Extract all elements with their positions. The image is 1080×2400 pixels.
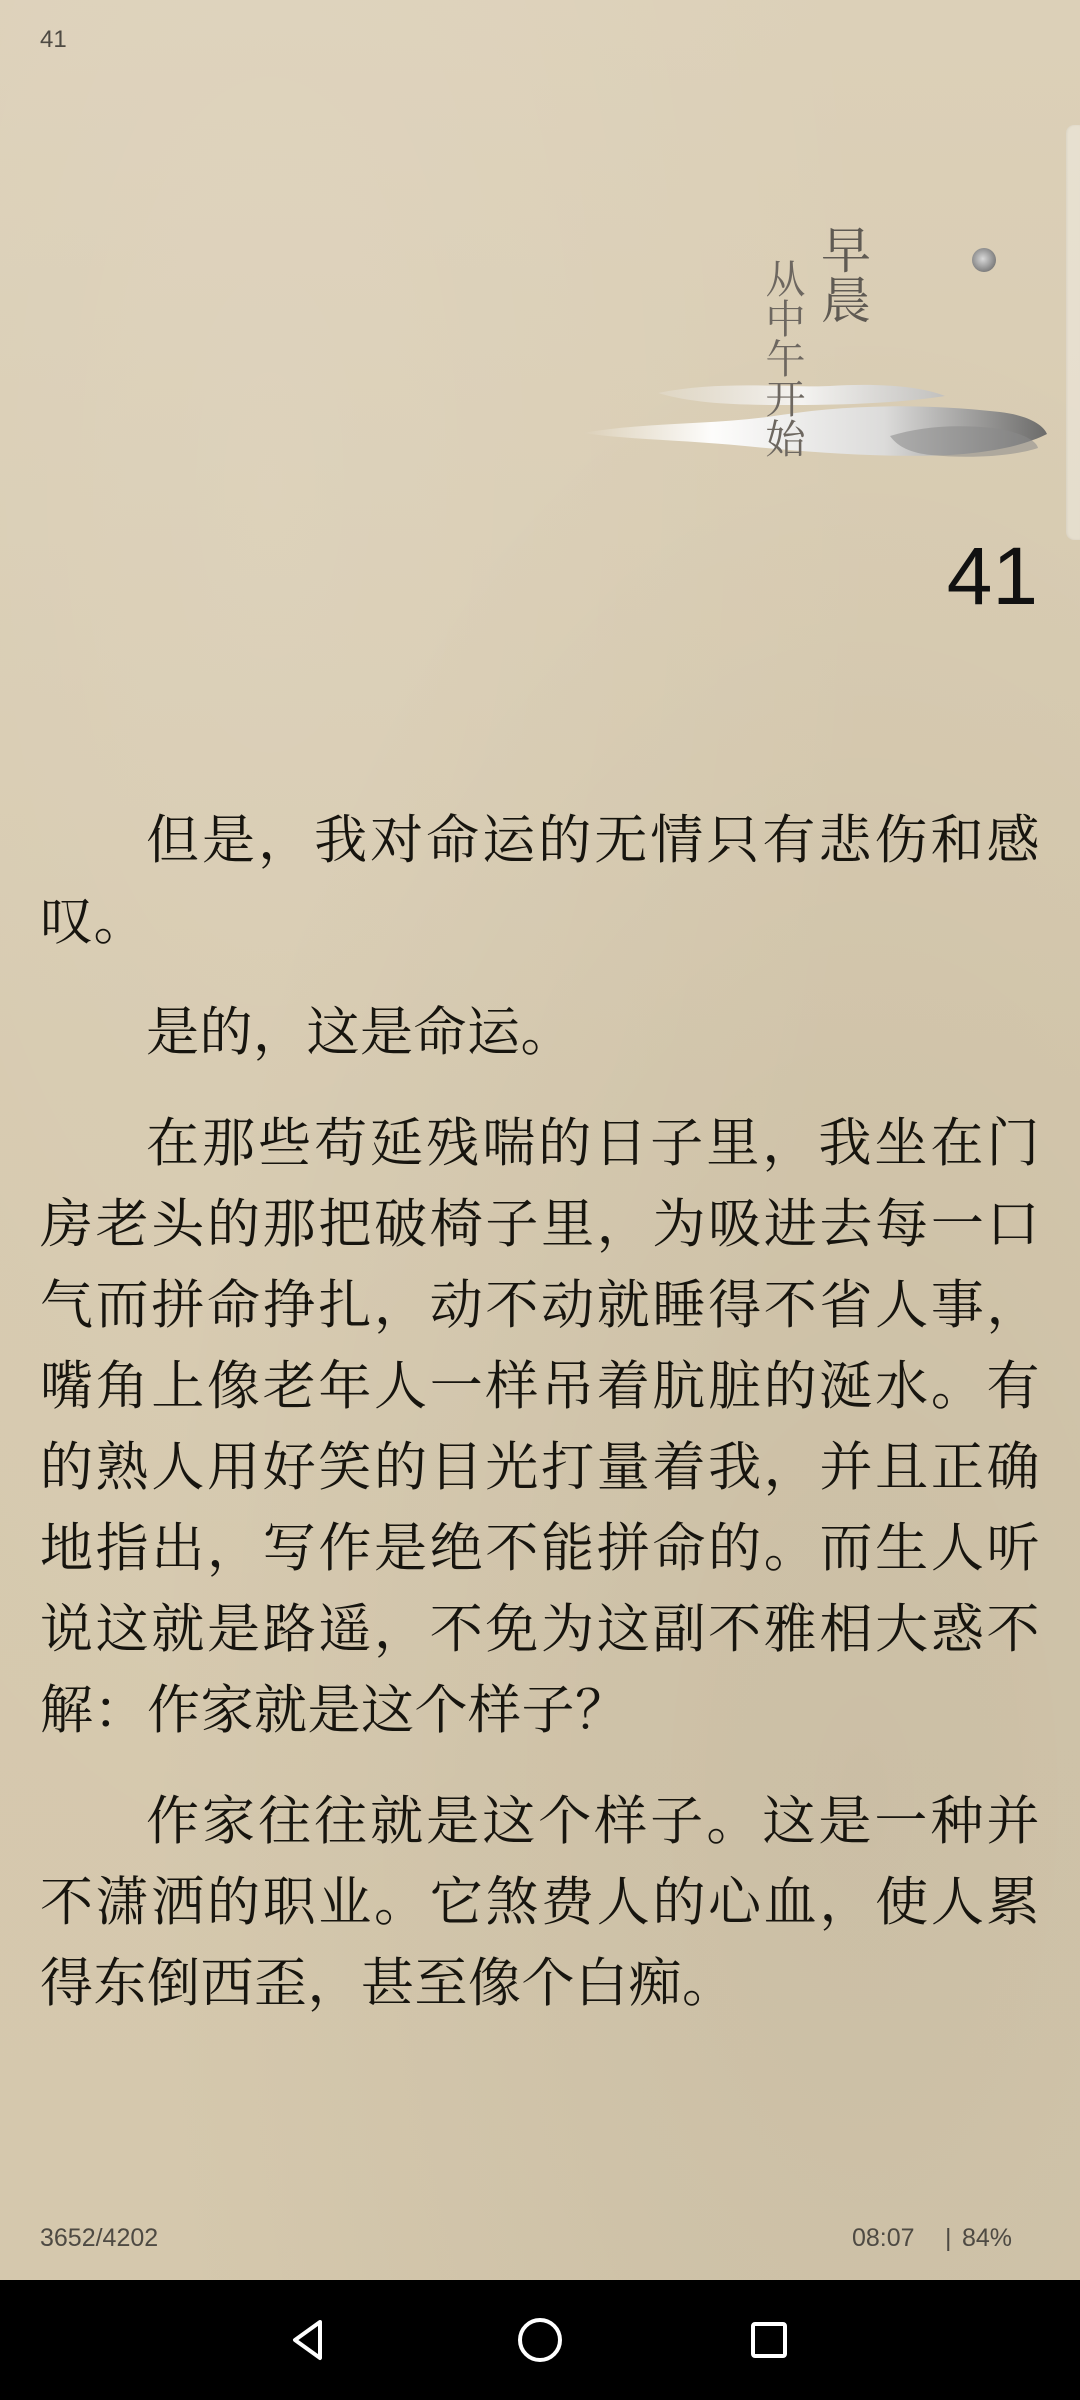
- scroll-indicator[interactable]: [1066, 125, 1080, 540]
- top-page-number: 41: [40, 26, 67, 53]
- ink-dot-decoration: [972, 248, 996, 272]
- reading-progress: 3652/4202: [40, 2224, 159, 2252]
- recent-apps-square-icon: [741, 2312, 797, 2368]
- ink-wash-decoration: [580, 360, 1050, 480]
- reading-footer: [40, 2224, 1040, 2258]
- recent-apps-button[interactable]: [733, 2304, 805, 2376]
- chapter-number: 41: [946, 531, 1038, 622]
- system-navigation-bar: [0, 2280, 1080, 2400]
- paragraph: 在那些苟延残喘的日子里，我坐在门房老头的那把破椅子里，为吸进去每一口气而拼命挣扎，动不动就睡得不省人事，嘴角上像老年人一样吊着肮脏的涎水。有的熟人用好笑的目光打量着我，并且正确地指出，写作是绝不能拼命的。而生人听说这就是路遥，不免为这副不雅相大惑不解：作家就是这个样子？: [40, 1113, 1040, 1741]
- paragraph: 作家往往就是这个样子。这是一种并不潇洒的职业。它煞费人的心血，使人累得东倒西歪，甚至像个白痴。: [40, 1791, 1040, 2014]
- chapter-subtitle: 从中午开始: [759, 258, 805, 458]
- home-circle-icon: [512, 2312, 568, 2368]
- back-triangle-icon: [281, 2312, 337, 2368]
- footer-separator: |: [945, 2224, 952, 2252]
- clock-time: 08:07: [852, 2224, 915, 2252]
- battery-level: 84%: [962, 2224, 1013, 2252]
- back-button[interactable]: [273, 2304, 345, 2376]
- chapter-title-art: [540, 200, 1060, 500]
- chapter-title-main: 早晨: [813, 224, 871, 324]
- paragraph: 但是，我对命运的无情只有悲伤和感叹。: [40, 810, 1040, 952]
- home-button[interactable]: [504, 2304, 576, 2376]
- reading-content[interactable]: [40, 800, 1040, 2054]
- paragraph: 是的，这是命运。: [146, 1002, 574, 1063]
